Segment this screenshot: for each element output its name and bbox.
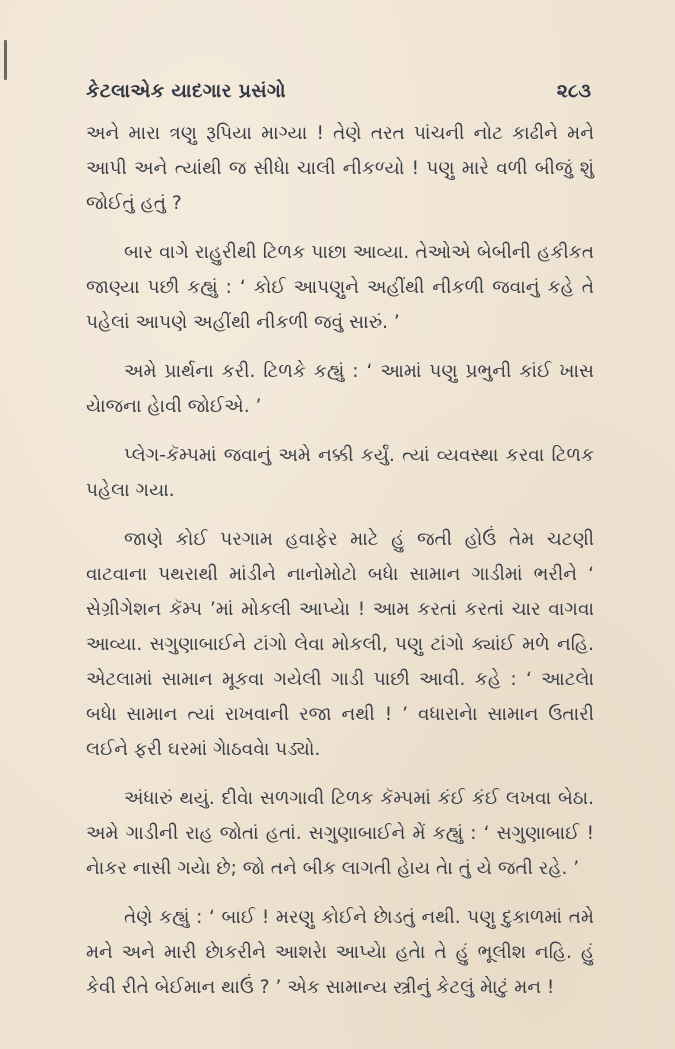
paragraph: તેણે કહ્યું : ‘ બાઈ ! મરણુ કોઈને છેાડતું નથી. પણુ દુકાળમાં તમે મને અને મારી છેાકરીને આશરેા આપ્યેા હતેા તે હું ભૂલીશ નહિ. હું કેવી રીતે બેઈમાન થાઉં ? ’ એક સામાન્ય સ્ત્રીનું કેટલું મેાટું મન ! bbox=[86, 907, 594, 998]
paragraph: અને મારા ત્રણુ રૂપિયા માગ્યા ! તેણે તરત પાંચની નોટ કાઢીને મને આપી અને ત્યાંથી જ સીધેા ચાલી નીકળ્યો ! પણુ મારે વળી બીજું શું જોઈતું હતું ? bbox=[86, 123, 594, 214]
running-title: કેટલાએક યાદગાર પ્રસંગો bbox=[86, 80, 286, 102]
paragraph: પ્લેગ-કૅમ્પમાં જવાનું અમે નક્કી કર્યું. ત્યાં વ્યવસ્થા કરવા ટિળક પહેલા ગયા. bbox=[86, 445, 594, 501]
paragraph: અમે પ્રાર્થના કરી. ટિળકે કહ્યું : ‘ આમાં પણુ પ્રભુની કાંઈ ખાસ યેાજના હેાવી જોઈએ. ’ bbox=[86, 361, 594, 417]
body-text bbox=[86, 116, 594, 1019]
paragraph: અંધારું થયું. દીવેા સળગાવી ટિળક કૅમ્પમાં કંઈ કંઈ લખવા બેઠા. અમે ગાડીની રાહ જોતાં હતાં. સગુણાબાઈને મેં કહ્યું : ‘ સગુણાબાઈ ! નેાકર નાસી ગયેા છે; જો તને બીક લાગતી હેાય તેા તું યે જતી રહે. ’ bbox=[86, 788, 594, 879]
paragraph: જાણે કોઈ પરગામ હવાફેર માટે હું જતી હોઉં તેમ ચટણી વાટવાના પથરાથી માંડીને નાનોમોટો બધેા સામાન ગાડીમાં ભરીને ‘ સેગ્રીગેશન કૅમ્પ ’માં મોકલી આપ્યેા ! આમ કરતાં કરતાં ચાર વાગવા આવ્યા. સગુણાબાઈને ટાંગો લેવા મોકલી, પણુ ટાંગો ક્યાંઈ મળે નહિ. એટલામાં સામાન મૂકવા ગયેલી ગાડી પાછી આવી. કહે : ‘ આટલેા બધેા સામાન ત્યાં રાખવાની રજા નથી ! ’ વધારાનેા સામાન ઉતારી લઈને ફરી ઘરમાં ગેાઠવવેા પડ્યો. bbox=[86, 529, 594, 760]
spine-edge-mark bbox=[4, 40, 7, 80]
page-number: ૨૮૩ bbox=[556, 80, 591, 102]
paragraph: બાર વાગે રાહુરીથી ટિળક પાછા આવ્યા. તેઓએ બેબીની હકીકત જાણ્યા પછી કહ્યું : ‘ કોઈ આપણુને અહીંથી નીકળી જવાનું કહે તે પહેલાં આપણે અહીંથી નીકળી જવું સારું. ’ bbox=[86, 242, 594, 333]
page-header bbox=[86, 80, 591, 106]
